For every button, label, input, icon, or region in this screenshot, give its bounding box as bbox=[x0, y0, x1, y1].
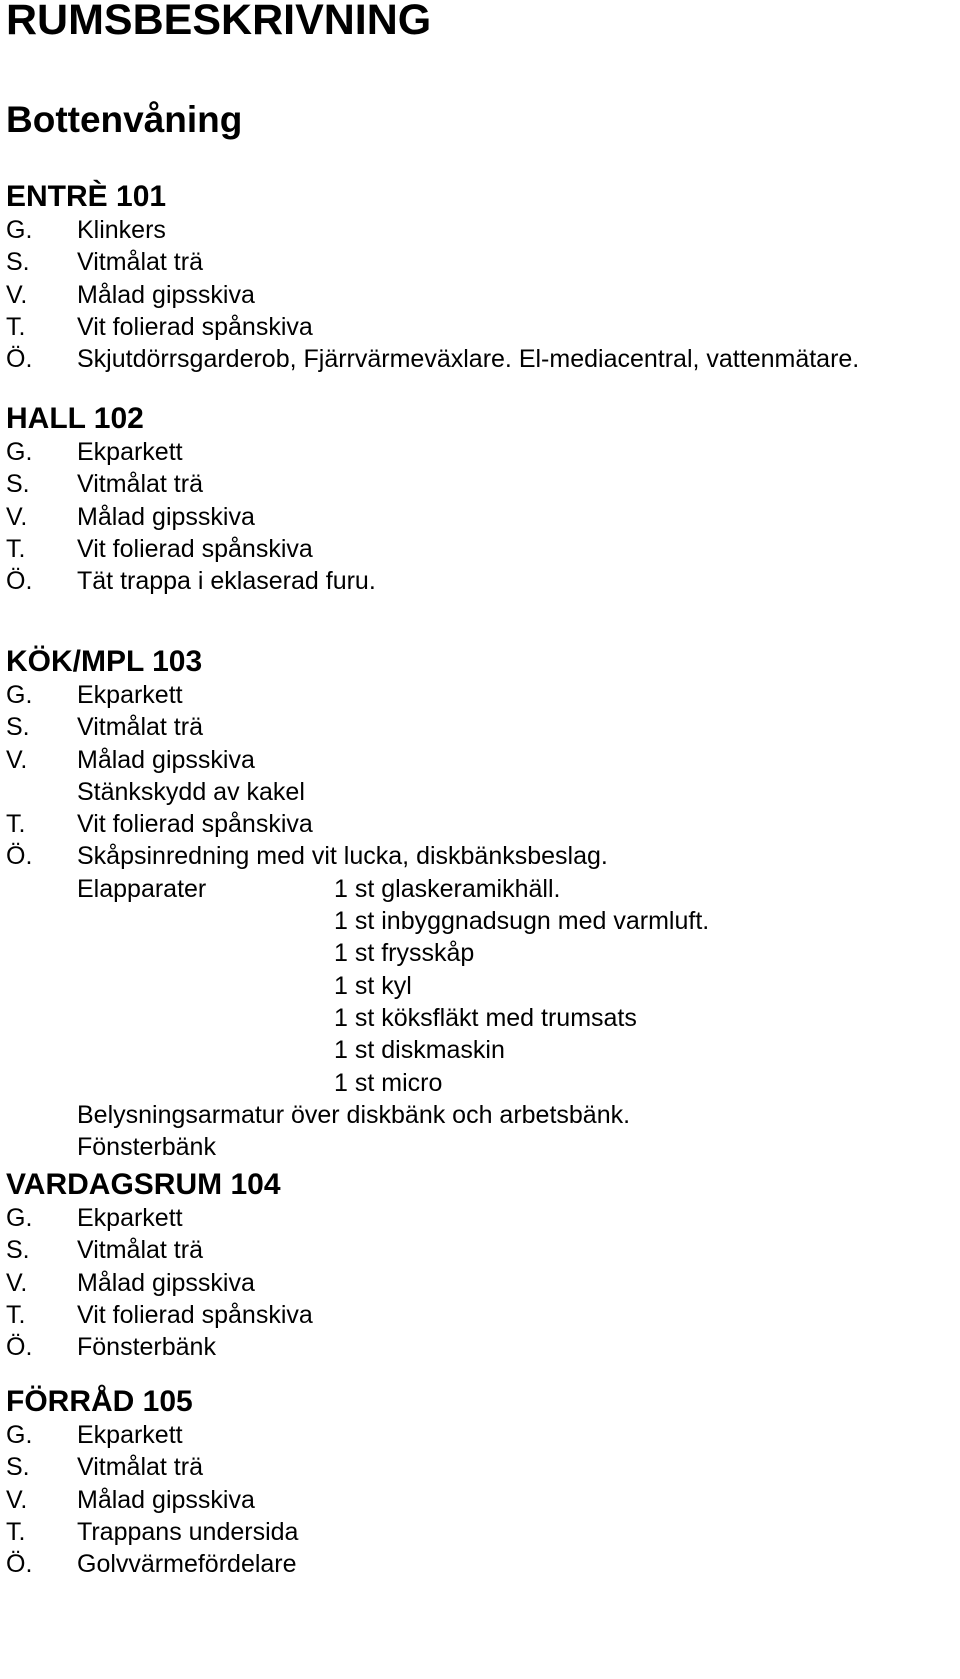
row-code: Ö. bbox=[6, 1550, 33, 1579]
floor-heading: Bottenvåning bbox=[6, 99, 243, 140]
room-row bbox=[6, 776, 946, 808]
room-row bbox=[6, 1451, 946, 1483]
room-row bbox=[6, 1516, 946, 1548]
row-text: Målad gipsskiva bbox=[77, 1268, 255, 1297]
room-row bbox=[6, 343, 946, 375]
row-text: Vitmålat trä bbox=[77, 713, 203, 742]
row-code: V. bbox=[6, 1268, 28, 1297]
row-code: T. bbox=[6, 312, 26, 341]
room-row bbox=[6, 1067, 946, 1099]
room-row bbox=[6, 808, 946, 840]
room-heading: HALL 102 bbox=[6, 402, 144, 435]
room-row bbox=[6, 501, 946, 533]
room-row bbox=[6, 565, 946, 597]
row-appliance: 1 st köksfläkt med trumsats bbox=[334, 1003, 637, 1032]
room-row bbox=[6, 840, 946, 872]
row-text: Vit folierad spånskiva bbox=[77, 534, 313, 563]
row-text: Ekparkett bbox=[77, 1204, 183, 1232]
room-row bbox=[6, 311, 946, 343]
room-row bbox=[6, 905, 946, 937]
row-appliance: 1 st frysskåp bbox=[334, 939, 475, 968]
row-appliance: 1 st micro bbox=[334, 1068, 443, 1097]
room-row bbox=[6, 1548, 946, 1580]
row-text: Målad gipsskiva bbox=[77, 502, 255, 531]
row-text: Vitmålat trä bbox=[77, 248, 203, 277]
row-text: Målad gipsskiva bbox=[77, 1485, 255, 1514]
room-section bbox=[6, 1385, 946, 1580]
room-heading: KÖK/MPL 103 bbox=[6, 645, 203, 678]
row-text: Ekparkett bbox=[77, 681, 183, 709]
row-text: Målad gipsskiva bbox=[77, 745, 255, 774]
row-appliance: 1 st diskmaskin bbox=[334, 1036, 505, 1065]
room-row bbox=[6, 436, 946, 468]
row-code: S. bbox=[6, 1453, 30, 1482]
row-appliance: 1 st kyl bbox=[334, 971, 412, 1000]
room-row bbox=[6, 1034, 946, 1066]
row-code: G. bbox=[6, 216, 33, 244]
room-heading: FÖRRÅD 105 bbox=[6, 1385, 193, 1418]
row-text: Vitmålat trä bbox=[77, 1453, 203, 1482]
row-appliance: 1 st glaskeramikhäll. bbox=[334, 874, 561, 903]
row-text: Belysningsarmatur över diskbänk och arbetsbänk. bbox=[77, 1100, 631, 1129]
row-text: Skåpsinredning med vit lucka, diskbänksbeslag. bbox=[77, 842, 608, 871]
row-text: Stänkskydd av kakel bbox=[77, 777, 305, 806]
room-row bbox=[6, 1202, 946, 1234]
row-code: T. bbox=[6, 1300, 26, 1329]
room-section bbox=[6, 1168, 946, 1363]
row-code: S. bbox=[6, 713, 30, 742]
row-text: Vitmålat trä bbox=[77, 470, 203, 499]
row-code: S. bbox=[6, 1236, 30, 1265]
row-text: Tät trappa i eklaserad furu. bbox=[77, 567, 376, 596]
row-text: Målad gipsskiva bbox=[77, 280, 255, 309]
room-row bbox=[6, 1002, 946, 1034]
row-code: Ö. bbox=[6, 345, 33, 374]
row-text: Elapparater bbox=[77, 874, 207, 903]
room-row bbox=[6, 711, 946, 743]
room-heading: ENTRÈ 101 bbox=[6, 180, 167, 213]
row-text: Vitmålat trä bbox=[77, 1236, 203, 1265]
room-row bbox=[6, 1267, 946, 1299]
document-title: RUMSBESKRIVNING bbox=[6, 0, 432, 44]
row-text: Ekparkett bbox=[77, 438, 183, 466]
room-row bbox=[6, 679, 946, 711]
row-code: G. bbox=[6, 1204, 33, 1232]
row-code: G. bbox=[6, 438, 33, 466]
row-code: V. bbox=[6, 1485, 28, 1514]
room-row bbox=[6, 279, 946, 311]
row-text: Fönsterbänk bbox=[77, 1333, 216, 1362]
row-text: Klinkers bbox=[77, 216, 166, 244]
row-appliance: 1 st inbyggnadsugn med varmluft. bbox=[334, 907, 710, 936]
row-text: Golvvärmefördelare bbox=[77, 1550, 297, 1579]
room-row bbox=[6, 1331, 946, 1363]
row-text: Skjutdörrsgarderob, Fjärrvärmeväxlare. El-mediacentral, vattenmätare. bbox=[77, 345, 860, 374]
row-text: Vit folierad spånskiva bbox=[77, 1300, 313, 1329]
room-row bbox=[6, 1234, 946, 1266]
row-code: V. bbox=[6, 502, 28, 531]
row-text: Vit folierad spånskiva bbox=[77, 312, 313, 341]
room-section bbox=[6, 645, 946, 1163]
room-row bbox=[6, 214, 946, 246]
room-row bbox=[6, 468, 946, 500]
room-section bbox=[6, 402, 946, 597]
row-code: V. bbox=[6, 745, 28, 774]
room-row bbox=[6, 744, 946, 776]
row-code: G. bbox=[6, 681, 33, 709]
room-row bbox=[6, 937, 946, 969]
room-row bbox=[6, 1484, 946, 1516]
row-text: Ekparkett bbox=[77, 1421, 183, 1449]
room-row bbox=[6, 1131, 946, 1163]
row-code: Ö. bbox=[6, 567, 33, 596]
row-code: S. bbox=[6, 248, 30, 277]
row-code: Ö. bbox=[6, 842, 33, 871]
room-row bbox=[6, 533, 946, 565]
room-row bbox=[6, 970, 946, 1002]
room-row bbox=[6, 1099, 946, 1131]
row-text: Vit folierad spånskiva bbox=[77, 810, 313, 839]
row-code: T. bbox=[6, 1517, 26, 1546]
room-heading: VARDAGSRUM 104 bbox=[6, 1168, 281, 1201]
room-row bbox=[6, 1419, 946, 1451]
room-row bbox=[6, 1299, 946, 1331]
room-row bbox=[6, 873, 946, 905]
row-code: S. bbox=[6, 470, 30, 499]
room-row bbox=[6, 246, 946, 278]
row-code: T. bbox=[6, 534, 26, 563]
row-code: T. bbox=[6, 810, 26, 839]
row-code: G. bbox=[6, 1421, 33, 1449]
row-text: Trappans undersida bbox=[77, 1517, 299, 1546]
room-section bbox=[6, 180, 946, 375]
row-code: V. bbox=[6, 280, 28, 309]
row-text: Fönsterbänk bbox=[77, 1133, 216, 1162]
row-code: Ö. bbox=[6, 1333, 33, 1362]
